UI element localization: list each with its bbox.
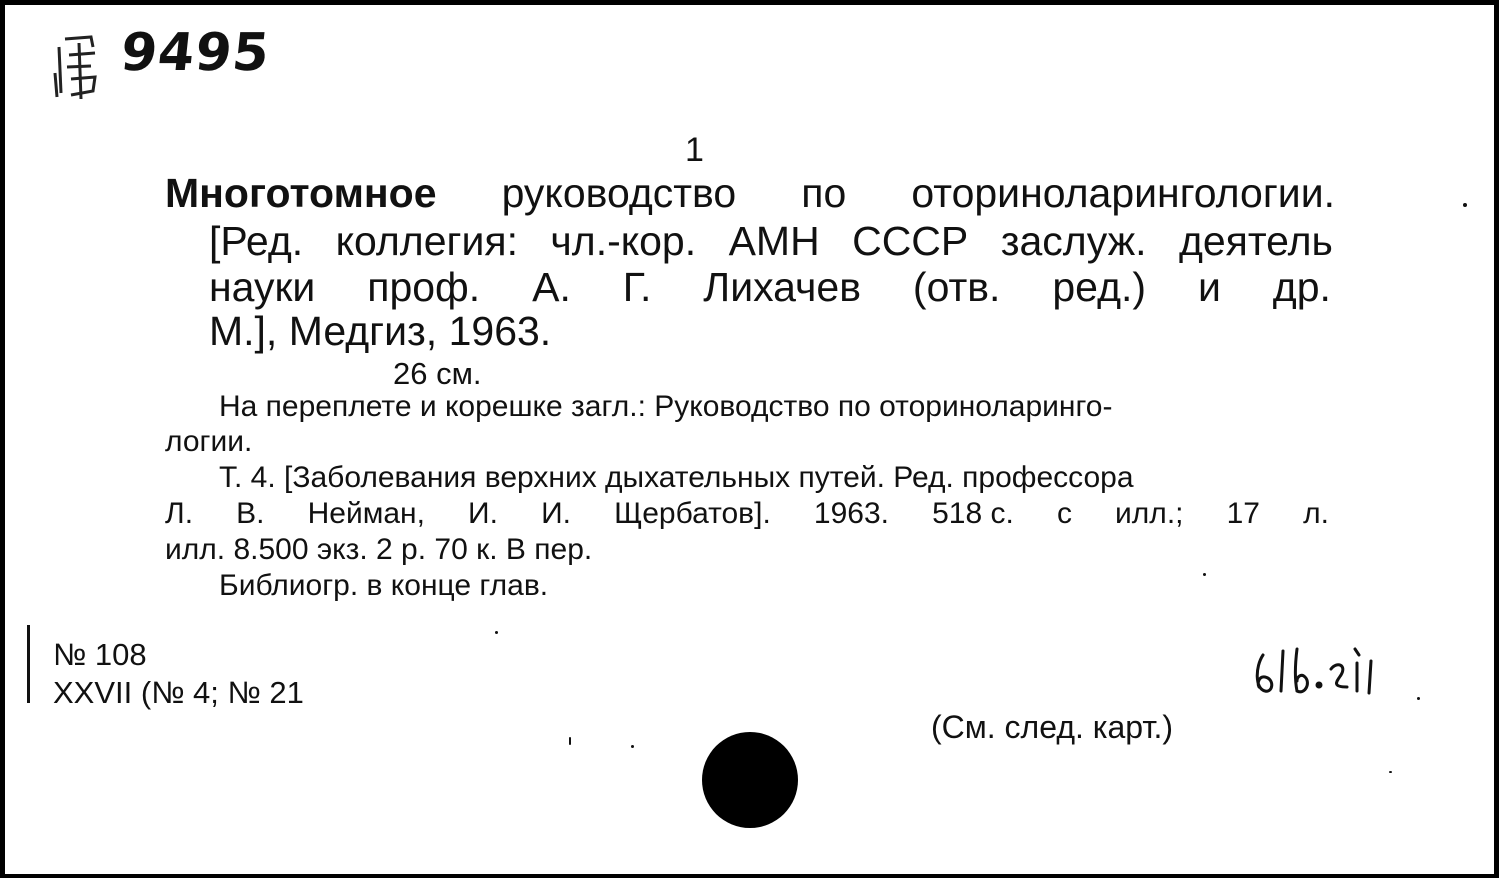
contents-word: Нейман, [307, 497, 425, 530]
editors-word: [Ред. [209, 218, 304, 264]
continued-note: (См. след. карт.) [931, 709, 1174, 745]
series-number: XXVII (№ 4; № 21 [53, 675, 304, 710]
physical-size: 26 см. [393, 356, 482, 391]
editors-line-2 [209, 264, 1331, 310]
editors-word: Г. [622, 264, 652, 310]
speck [1203, 573, 1206, 576]
punch-hole [702, 732, 798, 828]
contents-line-2 [165, 499, 1329, 529]
contents-word: И. [541, 497, 571, 530]
volume-mark: 1 [685, 131, 704, 169]
editors-word: др. [1272, 264, 1331, 310]
title-word: оториноларингологии. [911, 170, 1335, 216]
contents-line-3: илл. 8.500 экз. 2 р. 70 к. В пер. [165, 533, 593, 566]
contents-word: л. [1303, 497, 1329, 530]
title-note-line-1: На переплете и корешке загл.: Руководство по оториноларинго- [219, 390, 1113, 423]
contents-word: илл.; [1115, 497, 1184, 530]
margin-rule [27, 625, 30, 703]
title-main-word: Многотомное [165, 170, 437, 216]
editors-word: науки [209, 264, 316, 310]
speck [569, 737, 571, 745]
speck [1463, 203, 1467, 207]
handwritten-classification-code [1251, 641, 1411, 705]
editors-word: А. [532, 264, 571, 310]
editors-word: чл.-кор. [550, 218, 697, 264]
speck [495, 631, 498, 634]
contents-word: 17 [1226, 497, 1260, 530]
contents-word: 1963. [813, 497, 889, 530]
editors-word: ред.) [1052, 264, 1147, 310]
title-word: по [801, 170, 847, 216]
contents-word: Щербатов]. [614, 497, 771, 530]
contents-word: с [1056, 497, 1072, 530]
title-note-line-2: логии. [165, 425, 253, 458]
bibliography-note: Библиогр. в конце глав. [219, 569, 549, 602]
editors-word: СССР [852, 218, 969, 264]
editors-line-1 [209, 218, 1333, 264]
contents-word: 518 с. [932, 497, 1014, 530]
speck [1389, 771, 1392, 773]
editors-word: (отв. [912, 264, 1001, 310]
speck [1417, 697, 1420, 700]
contents-word: Л. [165, 497, 194, 530]
editors-word: и [1197, 264, 1221, 310]
editors-word: заслуж. [1000, 218, 1147, 264]
imprint: М.], Медгиз, 1963. [209, 308, 552, 354]
editors-word: Лихачев [703, 264, 861, 310]
contents-line-1: Т. 4. [Заболевания верхних дыхательных путей. Ред. профессора [219, 461, 1134, 494]
title-line [165, 170, 1335, 216]
editors-word: деятель [1178, 218, 1333, 264]
speck [631, 745, 634, 748]
title-word: руководство [501, 170, 737, 216]
editors-word: коллегия: [335, 218, 518, 264]
editors-word: АМН [728, 218, 820, 264]
registration-number: № 108 [53, 637, 147, 672]
contents-word: И. [468, 497, 498, 530]
handwritten-accession-number: 9495 [117, 23, 273, 83]
library-stamp-icon [51, 33, 103, 105]
contents-word: В. [236, 497, 265, 530]
editors-word: проф. [367, 264, 481, 310]
